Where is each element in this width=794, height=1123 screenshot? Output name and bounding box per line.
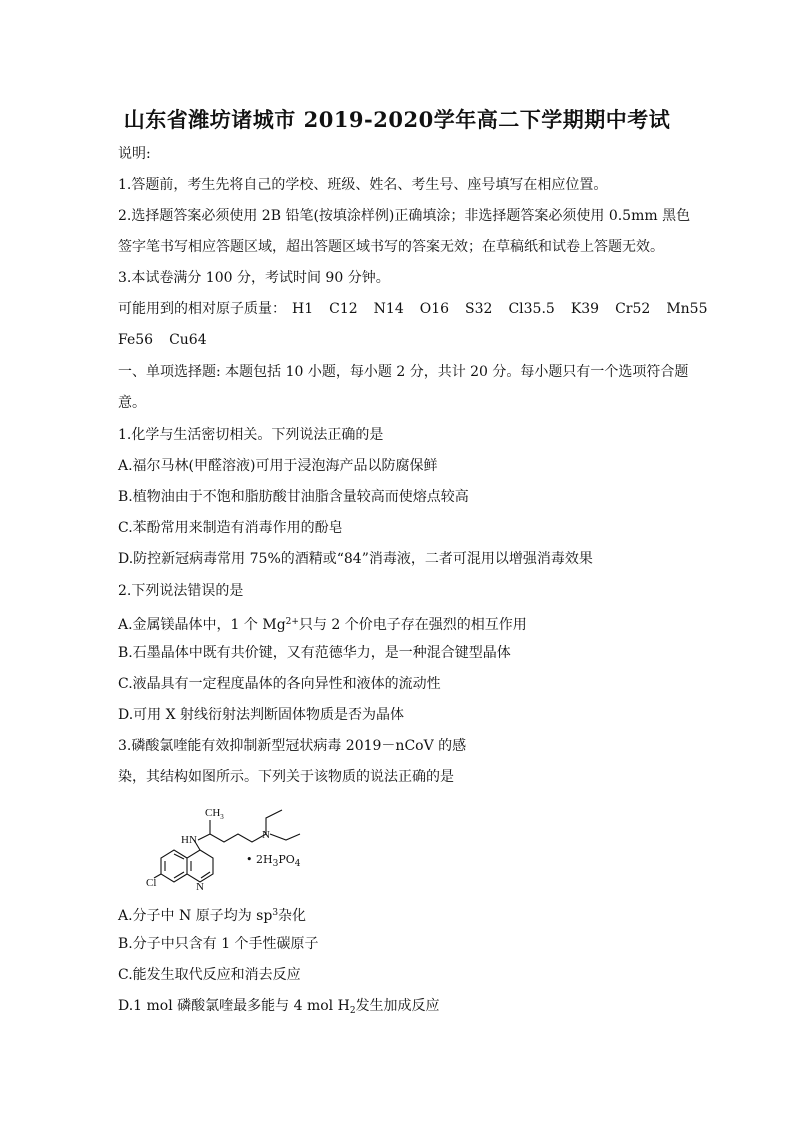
q3-a-text-end: 杂化 [278, 908, 307, 924]
q2-stem: 2.下列说法错误的是 [118, 583, 244, 599]
q2-a-charge: 2+ [285, 617, 299, 627]
atomic-mass: O16 [419, 301, 450, 317]
q2-a-text: A.金属镁晶体中，1 个 Mg [118, 617, 286, 633]
q2-option-c: C.液晶具有一定程度晶体的各向异性和液体的流动性 [118, 676, 441, 692]
q1-stem: 1.化学与生活密切相关。下列说法正确的是 [118, 427, 384, 443]
q3-a-sup: 3 [272, 908, 279, 918]
q1-option-d: D.防控新冠病毒常用 75%的酒精或“84”消毒液，二者可混用以增强消毒效果 [118, 551, 593, 567]
q1-option-b: B.植物油由于不饱和脂肪酸甘油脂含量较高而使熔点较高 [118, 489, 469, 505]
notice-3: 3.本试卷满分 100 分，考试时间 90 分钟。 [118, 270, 390, 286]
q1-option-c: C.苯酚常用来制造有消毒作用的酚皂 [118, 520, 343, 536]
q3-a-text: A.分子中 N 原子均为 sp [118, 908, 273, 924]
atomic-mass: Fe56 [118, 332, 154, 348]
q3-option-b: B.分子中只含有 1 个手性碳原子 [118, 936, 319, 952]
chloroquine-structure [146, 798, 350, 898]
svg-text:CH3 [205, 807, 224, 821]
phosphate-salt-label [246, 853, 300, 869]
ch3-label: CH [205, 807, 221, 819]
ch3-subscript: 3 [220, 813, 224, 821]
atomic-mass: N14 [373, 301, 404, 317]
q3-option-c: C.能发生取代反应和消去反应 [118, 967, 301, 983]
q3-stem: 3.磷酸氯喹能有效抑制新型冠状病毒 2019－nCoV 的感 [118, 738, 467, 754]
q2-option-a [118, 613, 698, 634]
cl-label: Cl [146, 877, 157, 889]
nh-label: HN [181, 834, 197, 846]
section-heading-cont: 意。 [118, 395, 146, 411]
atomic-mass: Cl35.5 [508, 301, 555, 317]
q3-d-text-end: 发生加成反应 [355, 998, 440, 1014]
atomic-masses-line-2 [118, 331, 698, 349]
salt-text-mid: PO [278, 853, 295, 866]
atomic-mass: Mn55 [666, 301, 708, 317]
exam-title: 山东省潍坊诸城市 2019-2020学年高二下学期期中考试 [123, 107, 671, 132]
q2-option-d: D.可用 X 射线衍射法判断固体物质是否为晶体 [118, 707, 405, 723]
notice-1: 1.答题前，考生先将自己的学校、班级、姓名、考生号、座号填写在相应位置。 [118, 177, 608, 193]
atomic-masses-line-1 [118, 300, 708, 318]
notice-label: 说明: [118, 146, 151, 162]
section-heading: 一、单项选择题: 本题包括 10 小题，每小题 2 分，共计 20 分。每小题只有一个选项符合题 [118, 364, 689, 380]
notice-2: 2.选择题答案必须使用 2B 铅笔(按填涂样例)正确填涂；非选择题答案必须使用 0.5mm 黑色 [118, 208, 691, 224]
q3-stem-cont: 染，其结构如图所示。下列关于该物质的说法正确的是 [118, 769, 454, 785]
atomic-mass: S32 [465, 301, 493, 317]
q3-option-a [118, 904, 698, 925]
atomic-mass: Cu64 [169, 332, 207, 348]
q2-option-b: B.石墨晶体中既有共价键，又有范德华力，是一种混合键型晶体 [118, 645, 511, 661]
q1-option-a: A.福尔马林(甲醛溶液)可用于浸泡海产品以防腐保鲜 [118, 458, 438, 474]
salt-sub-2: 4 [294, 859, 301, 869]
amine-n-label: N [262, 829, 270, 841]
atomic-mass: Cr52 [615, 301, 651, 317]
salt-text: • 2H [246, 853, 273, 866]
q3-d-text: D.1 mol 磷酸氯喹最多能与 4 mol H [118, 998, 350, 1014]
q2-a-text-end: 只与 2 个价电子存在强烈的相互作用 [298, 617, 527, 633]
atomic-mass: K39 [570, 301, 600, 317]
atomic-mass: H1 [292, 301, 314, 317]
q3-option-d [118, 997, 698, 1020]
q3-d-sub: 2 [349, 1006, 356, 1016]
ring-n-label: N [196, 881, 204, 893]
atomic-masses-label: 可能用到的相对原子质量： [118, 301, 286, 317]
atomic-mass: C12 [329, 301, 358, 317]
salt-sub-1: 3 [272, 859, 279, 869]
notice-2-cont: 签字笔书写相应答题区域，超出答题区域书写的答案无效；在草稿纸和试卷上答题无效。 [118, 239, 664, 255]
